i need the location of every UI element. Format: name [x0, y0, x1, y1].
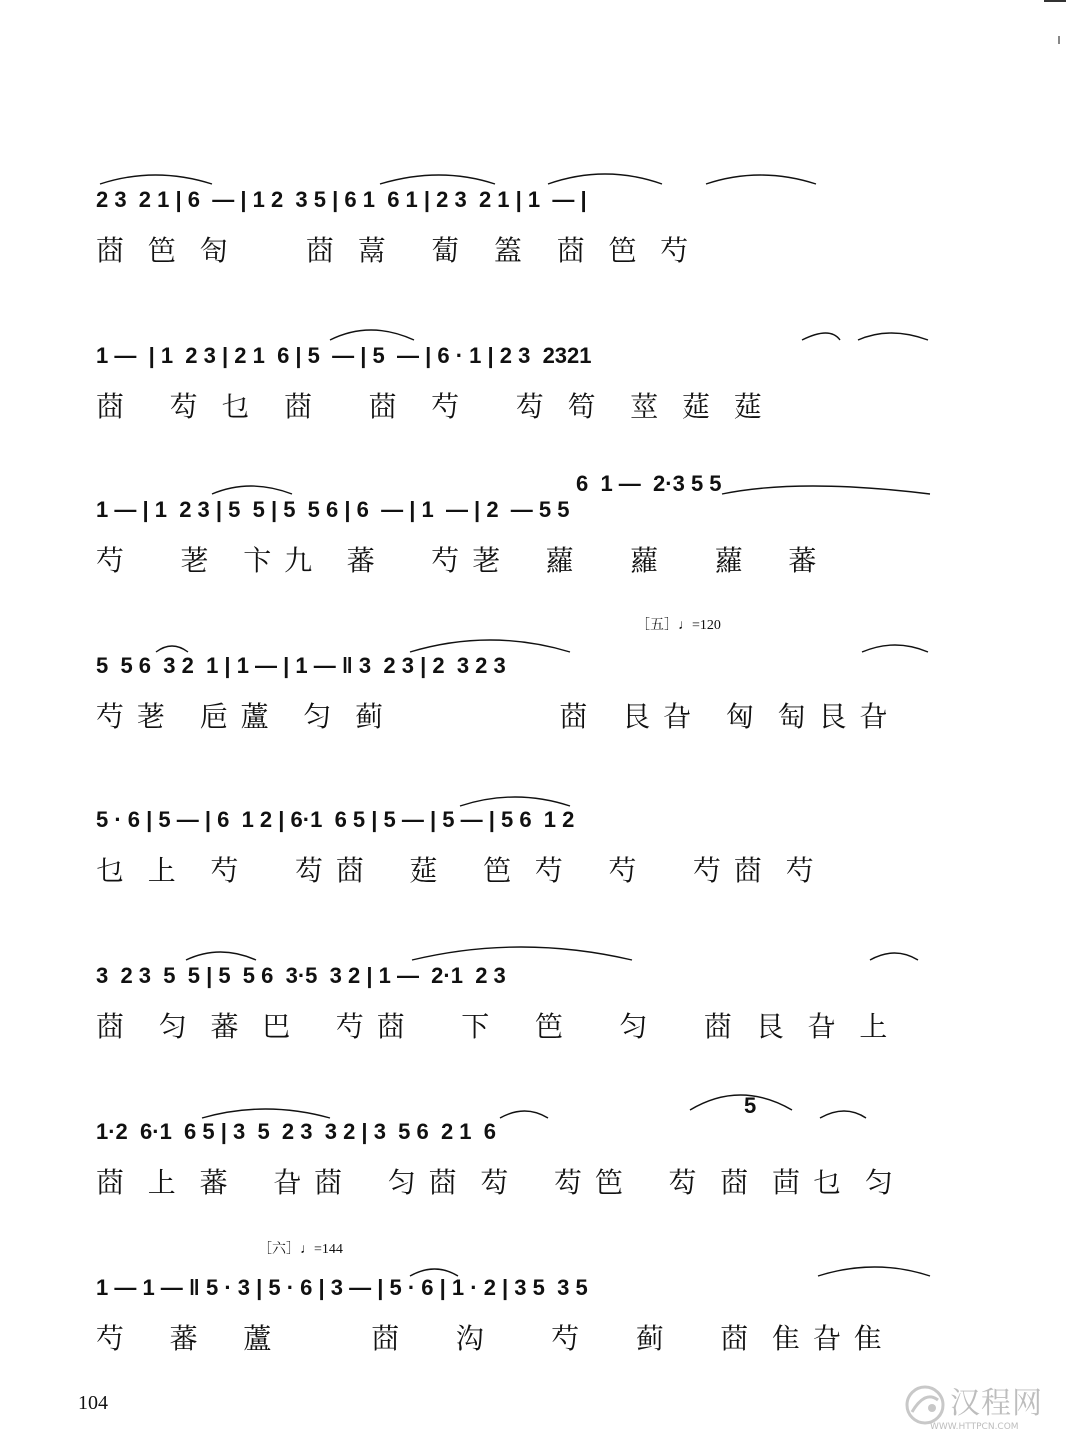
tablature-line: 芍 荖 巵 蘆 匀 蓟 莔 艮 旮 匈 匋 艮 旮 [96, 700, 890, 733]
notation-line: 5 · 6 | 5 — | 6 1 2 | 6·1 6 5 | 5 — | 5 — | 5 6 1 2 [96, 807, 575, 832]
tablature-line: 莔 芶 乜 莔 莔 芍 芶 笱 莖 莚 莚 [96, 390, 764, 423]
tablature-line: 莔 匀 蕃 巴 芍 莔 下 笆 匀 莔 艮 旮 上 [96, 1010, 890, 1043]
section-marker-6: ［六］♩=144 [258, 1242, 343, 1257]
tablature-line: 莔 上 蕃 旮 莔 匀 莔 芶 芶 笆 芶 莔 茴 乜 匀 [96, 1166, 895, 1199]
tablature-line: 莔 笆 匌 莔 蒚 蔔 篕 莔 笆 芍 [96, 234, 691, 267]
upper-notation-line: 6 1 — 2·3 5 5 [576, 471, 722, 496]
upper-notation-line: 5 [744, 1093, 757, 1118]
tablature-line: 乜 上 芍 芶 莔 莚 笆 芍 芍 芍 莔 芍 [96, 854, 816, 887]
watermark [896, 1378, 1066, 1448]
watermark-text: 汉程网 [950, 1386, 1043, 1421]
section-marker-5: ［五］♩=120 [636, 618, 721, 633]
tablature-line: 芍 荖 卞 九 蕃 芍 荖 蘿 蘿 蘿 蕃 [96, 544, 819, 577]
tablature-line: 芍 蕃 蘆 莔 沟 芍 蓟 莔 隹 旮 隹 [96, 1322, 884, 1355]
notation-line: 5 5 6 3 2 1 | 1 — | 1 — ‖ 3 2 3 | 2 3 2 3 [96, 653, 506, 678]
notation-line: 2 3 2 1 | 6 — | 1 2 3 5 | 6 1 6 1 | 2 3 2 1 | 1 — | [96, 187, 587, 212]
watermark-url: WWW.HTTPCN.COM [930, 1422, 1019, 1432]
notation-line: 1 — 1 — ‖ 5 · 3 | 5 · 6 | 3 — | 5 · 6 | 1 · 2 | 3 5 3 5 [96, 1275, 588, 1300]
notation-line: 3 2 3 5 5 | 5 5 6 3·5 3 2 | 1 — 2·1 2 3 [96, 963, 506, 988]
scan-edge-tick [1058, 36, 1060, 44]
page-number: 104 [78, 1392, 108, 1414]
notation-line: 1 — | 1 2 3 | 2 1 6 | 5 — | 5 — | 6 · 1 | 2 3 2321 [96, 343, 592, 368]
scan-edge-mark [1044, 0, 1066, 2]
notation-line: 1 — | 1 2 3 | 5 5 | 5 5 6 | 6 — | 1 — | 2 — 5 5 [96, 497, 570, 522]
notation-line: 1·2 6·1 6 5 | 3 5 2 3 3 2 | 3 5 6 2 1 6 [96, 1119, 497, 1144]
